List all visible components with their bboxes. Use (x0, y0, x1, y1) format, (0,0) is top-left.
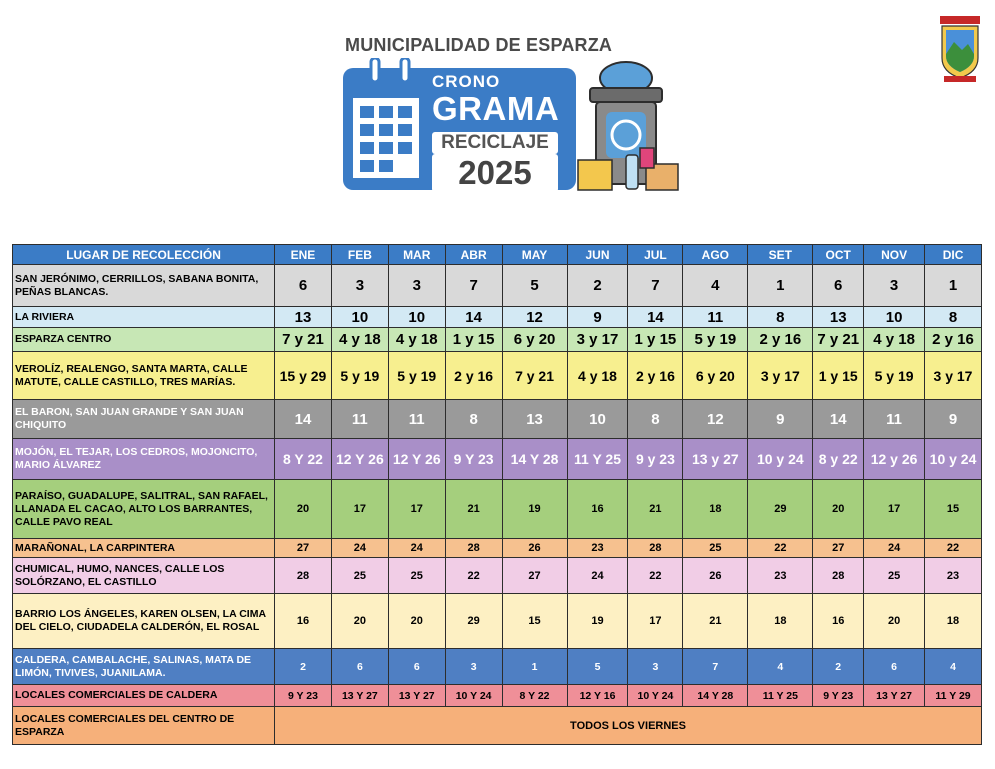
date-cell: 25 (683, 539, 748, 558)
date-cell: 14 (813, 400, 864, 439)
date-cell: 12 Y 16 (567, 685, 628, 707)
brand-crono: CRONO (432, 72, 501, 91)
date-cell: 17 (331, 480, 388, 539)
date-cell: 11 (388, 400, 445, 439)
organization-title: MUNICIPALIDAD DE ESPARZA (345, 35, 613, 55)
date-cell: 15 y 29 (275, 352, 332, 400)
date-cell: 5 (502, 265, 567, 307)
date-cell: 17 (864, 480, 925, 539)
date-cell: 11 (864, 400, 925, 439)
date-cell: 9 (925, 400, 982, 439)
table-row (13, 400, 982, 439)
date-cell: 9 Y 23 (445, 439, 502, 480)
date-cell: 27 (502, 558, 567, 594)
date-cell: 21 (628, 480, 683, 539)
date-cell: 18 (748, 594, 813, 649)
merged-schedule-cell: TODOS LOS VIERNES (275, 707, 982, 745)
date-cell: 5 y 19 (864, 352, 925, 400)
header-month: SET (748, 245, 813, 265)
date-cell: 13 Y 27 (864, 685, 925, 707)
place-cell: CHUMICAL, HUMO, NANCES, CALLE LOS SOLÓRZANO, EL CASTILLO (13, 558, 275, 594)
date-cell: 8 (748, 307, 813, 328)
date-cell: 16 (813, 594, 864, 649)
date-cell: 27 (813, 539, 864, 558)
date-cell: 7 y 21 (813, 328, 864, 352)
table-row (13, 707, 982, 745)
place-cell: ESPARZA CENTRO (13, 328, 275, 352)
table-row (13, 594, 982, 649)
date-cell: 24 (864, 539, 925, 558)
date-cell: 6 (388, 649, 445, 685)
table-header-row (13, 245, 982, 265)
date-cell: 6 (275, 265, 332, 307)
date-cell: 3 y 17 (925, 352, 982, 400)
date-cell: 14 (445, 307, 502, 328)
date-cell: 18 (683, 480, 748, 539)
date-cell: 2 (813, 649, 864, 685)
date-cell: 6 y 20 (502, 328, 567, 352)
date-cell: 8 Y 22 (275, 439, 332, 480)
place-cell: LA RIVIERA (13, 307, 275, 328)
date-cell: 8 Y 22 (502, 685, 567, 707)
date-cell: 11 Y 25 (748, 685, 813, 707)
date-cell: 13 (813, 307, 864, 328)
header-month: JUL (628, 245, 683, 265)
date-cell: 28 (445, 539, 502, 558)
date-cell: 2 (567, 265, 628, 307)
date-cell: 1 y 15 (628, 328, 683, 352)
date-cell: 14 Y 28 (502, 439, 567, 480)
table-row (13, 558, 982, 594)
date-cell: 14 Y 28 (683, 685, 748, 707)
date-cell: 13 y 27 (683, 439, 748, 480)
date-cell: 2 y 16 (748, 328, 813, 352)
date-cell: 3 (864, 265, 925, 307)
municipal-crest-icon (936, 14, 984, 84)
date-cell: 10 (567, 400, 628, 439)
date-cell: 1 (748, 265, 813, 307)
date-cell: 19 (567, 594, 628, 649)
date-cell: 1 (502, 649, 567, 685)
date-cell: 7 y 21 (502, 352, 567, 400)
date-cell: 15 (925, 480, 982, 539)
date-cell: 2 (275, 649, 332, 685)
date-cell: 7 y 21 (275, 328, 332, 352)
date-cell: 5 y 19 (331, 352, 388, 400)
date-cell: 8 (925, 307, 982, 328)
date-cell: 16 (275, 594, 332, 649)
date-cell: 22 (628, 558, 683, 594)
date-cell: 8 (628, 400, 683, 439)
place-cell: MARAÑONAL, LA CARPINTERA (13, 539, 275, 558)
date-cell: 29 (445, 594, 502, 649)
header-month: NOV (864, 245, 925, 265)
date-cell: 14 (275, 400, 332, 439)
date-cell: 7 (628, 265, 683, 307)
date-cell: 13 (502, 400, 567, 439)
table-row (13, 539, 982, 558)
date-cell: 4 (925, 649, 982, 685)
date-cell: 22 (748, 539, 813, 558)
date-cell: 2 y 16 (925, 328, 982, 352)
date-cell: 10 (331, 307, 388, 328)
date-cell: 12 Y 26 (331, 439, 388, 480)
table-row (13, 480, 982, 539)
date-cell: 13 (275, 307, 332, 328)
date-cell: 12 (683, 400, 748, 439)
date-cell: 4 y 18 (864, 328, 925, 352)
header-month: ENE (275, 245, 332, 265)
header-month: ABR (445, 245, 502, 265)
date-cell: 6 (813, 265, 864, 307)
date-cell: 6 (864, 649, 925, 685)
date-cell: 2 y 16 (628, 352, 683, 400)
date-cell: 23 (567, 539, 628, 558)
brand-grama: GRAMA (432, 90, 560, 127)
date-cell: 4 y 18 (567, 352, 628, 400)
recycling-schedule-table (12, 244, 982, 745)
date-cell: 29 (748, 480, 813, 539)
date-cell: 11 (331, 400, 388, 439)
date-cell: 3 (388, 265, 445, 307)
date-cell: 4 y 18 (388, 328, 445, 352)
date-cell: 25 (388, 558, 445, 594)
place-cell: VEROLÍZ, REALENGO, SANTA MARTA, CALLE MATUTE, CALLE CASTILLO, TRES MARÍAS. (13, 352, 275, 400)
table-row (13, 328, 982, 352)
date-cell: 22 (925, 539, 982, 558)
date-cell: 3 (331, 265, 388, 307)
date-cell: 17 (388, 480, 445, 539)
date-cell: 14 (628, 307, 683, 328)
table-row (13, 649, 982, 685)
date-cell: 9 (567, 307, 628, 328)
date-cell: 20 (331, 594, 388, 649)
table-row (13, 265, 982, 307)
date-cell: 11 Y 25 (567, 439, 628, 480)
date-cell: 7 (445, 265, 502, 307)
date-cell: 28 (813, 558, 864, 594)
date-cell: 9 y 23 (628, 439, 683, 480)
date-cell: 24 (388, 539, 445, 558)
date-cell: 5 y 19 (388, 352, 445, 400)
date-cell: 23 (925, 558, 982, 594)
place-cell: MOJÓN, EL TEJAR, LOS CEDROS, MOJONCITO, MARIO ÁLVAREZ (13, 439, 275, 480)
date-cell: 26 (683, 558, 748, 594)
table-row (13, 685, 982, 707)
header-month: JUN (567, 245, 628, 265)
date-cell: 8 (445, 400, 502, 439)
place-cell: BARRIO LOS ÁNGELES, KAREN OLSEN, LA CIMA DEL CIELO, CIUDADELA CALDERÓN, EL ROSAL (13, 594, 275, 649)
brand-year: 2025 (432, 154, 558, 192)
recycling-bin-icon (576, 60, 686, 195)
date-cell: 11 (683, 307, 748, 328)
header-place: LUGAR DE RECOLECCIÓN (13, 245, 275, 265)
date-cell: 26 (502, 539, 567, 558)
date-cell: 8 y 22 (813, 439, 864, 480)
date-cell: 19 (502, 480, 567, 539)
date-cell: 1 y 15 (445, 328, 502, 352)
date-cell: 16 (567, 480, 628, 539)
date-cell: 15 (502, 594, 567, 649)
date-cell: 28 (628, 539, 683, 558)
date-cell: 4 y 18 (331, 328, 388, 352)
date-cell: 27 (275, 539, 332, 558)
date-cell: 12 (502, 307, 567, 328)
brand-reciclaje: RECICLAJE (432, 132, 558, 154)
date-cell: 12 y 26 (864, 439, 925, 480)
table-row (13, 307, 982, 328)
header-month: MAR (388, 245, 445, 265)
date-cell: 12 Y 26 (388, 439, 445, 480)
date-cell: 6 y 20 (683, 352, 748, 400)
date-cell: 9 (748, 400, 813, 439)
place-cell: EL BARON, SAN JUAN GRANDE Y SAN JUAN CHIQUITO (13, 400, 275, 439)
date-cell: 18 (925, 594, 982, 649)
date-cell: 5 y 19 (683, 328, 748, 352)
date-cell: 20 (864, 594, 925, 649)
date-cell: 7 (683, 649, 748, 685)
date-cell: 20 (813, 480, 864, 539)
date-cell: 4 (683, 265, 748, 307)
header-month: MAY (502, 245, 567, 265)
date-cell: 10 Y 24 (445, 685, 502, 707)
date-cell: 21 (445, 480, 502, 539)
header-month: FEB (331, 245, 388, 265)
date-cell: 10 (388, 307, 445, 328)
date-cell: 22 (445, 558, 502, 594)
date-cell: 20 (388, 594, 445, 649)
place-cell: LOCALES COMERCIALES DEL CENTRO DE ESPARZA (13, 707, 275, 745)
date-cell: 25 (331, 558, 388, 594)
date-cell: 5 (567, 649, 628, 685)
date-cell: 1 y 15 (813, 352, 864, 400)
date-cell: 10 (864, 307, 925, 328)
table-row (13, 352, 982, 400)
date-cell: 28 (275, 558, 332, 594)
brand-block (426, 68, 566, 190)
date-cell: 3 y 17 (748, 352, 813, 400)
date-cell: 11 Y 29 (925, 685, 982, 707)
date-cell: 24 (567, 558, 628, 594)
place-cell: SAN JERÓNIMO, CERRILLOS, SABANA BONITA, PEÑAS BLANCAS. (13, 265, 275, 307)
place-cell: PARAÍSO, GUADALUPE, SALITRAL, SAN RAFAEL, LLANADA EL CACAO, ALTO LOS BARRANTES, CALLE PAVO REAL (13, 480, 275, 539)
date-cell: 3 (445, 649, 502, 685)
header-month: AGO (683, 245, 748, 265)
header-month: OCT (813, 245, 864, 265)
place-cell: CALDERA, CAMBALACHE, SALINAS, MATA DE LIMÓN, TIVIVES, JUANILAMA. (13, 649, 275, 685)
date-cell: 4 (748, 649, 813, 685)
date-cell: 13 Y 27 (388, 685, 445, 707)
date-cell: 23 (748, 558, 813, 594)
date-cell: 1 (925, 265, 982, 307)
date-cell: 10 y 24 (748, 439, 813, 480)
date-cell: 9 Y 23 (275, 685, 332, 707)
date-cell: 3 y 17 (567, 328, 628, 352)
date-cell: 20 (275, 480, 332, 539)
date-cell: 17 (628, 594, 683, 649)
date-cell: 3 (628, 649, 683, 685)
place-cell: LOCALES COMERCIALES DE CALDERA (13, 685, 275, 707)
date-cell: 24 (331, 539, 388, 558)
table-row (13, 439, 982, 480)
date-cell: 21 (683, 594, 748, 649)
date-cell: 13 Y 27 (331, 685, 388, 707)
date-cell: 2 y 16 (445, 352, 502, 400)
date-cell: 25 (864, 558, 925, 594)
date-cell: 10 y 24 (925, 439, 982, 480)
header-month: DIC (925, 245, 982, 265)
date-cell: 9 Y 23 (813, 685, 864, 707)
date-cell: 6 (331, 649, 388, 685)
date-cell: 10 Y 24 (628, 685, 683, 707)
